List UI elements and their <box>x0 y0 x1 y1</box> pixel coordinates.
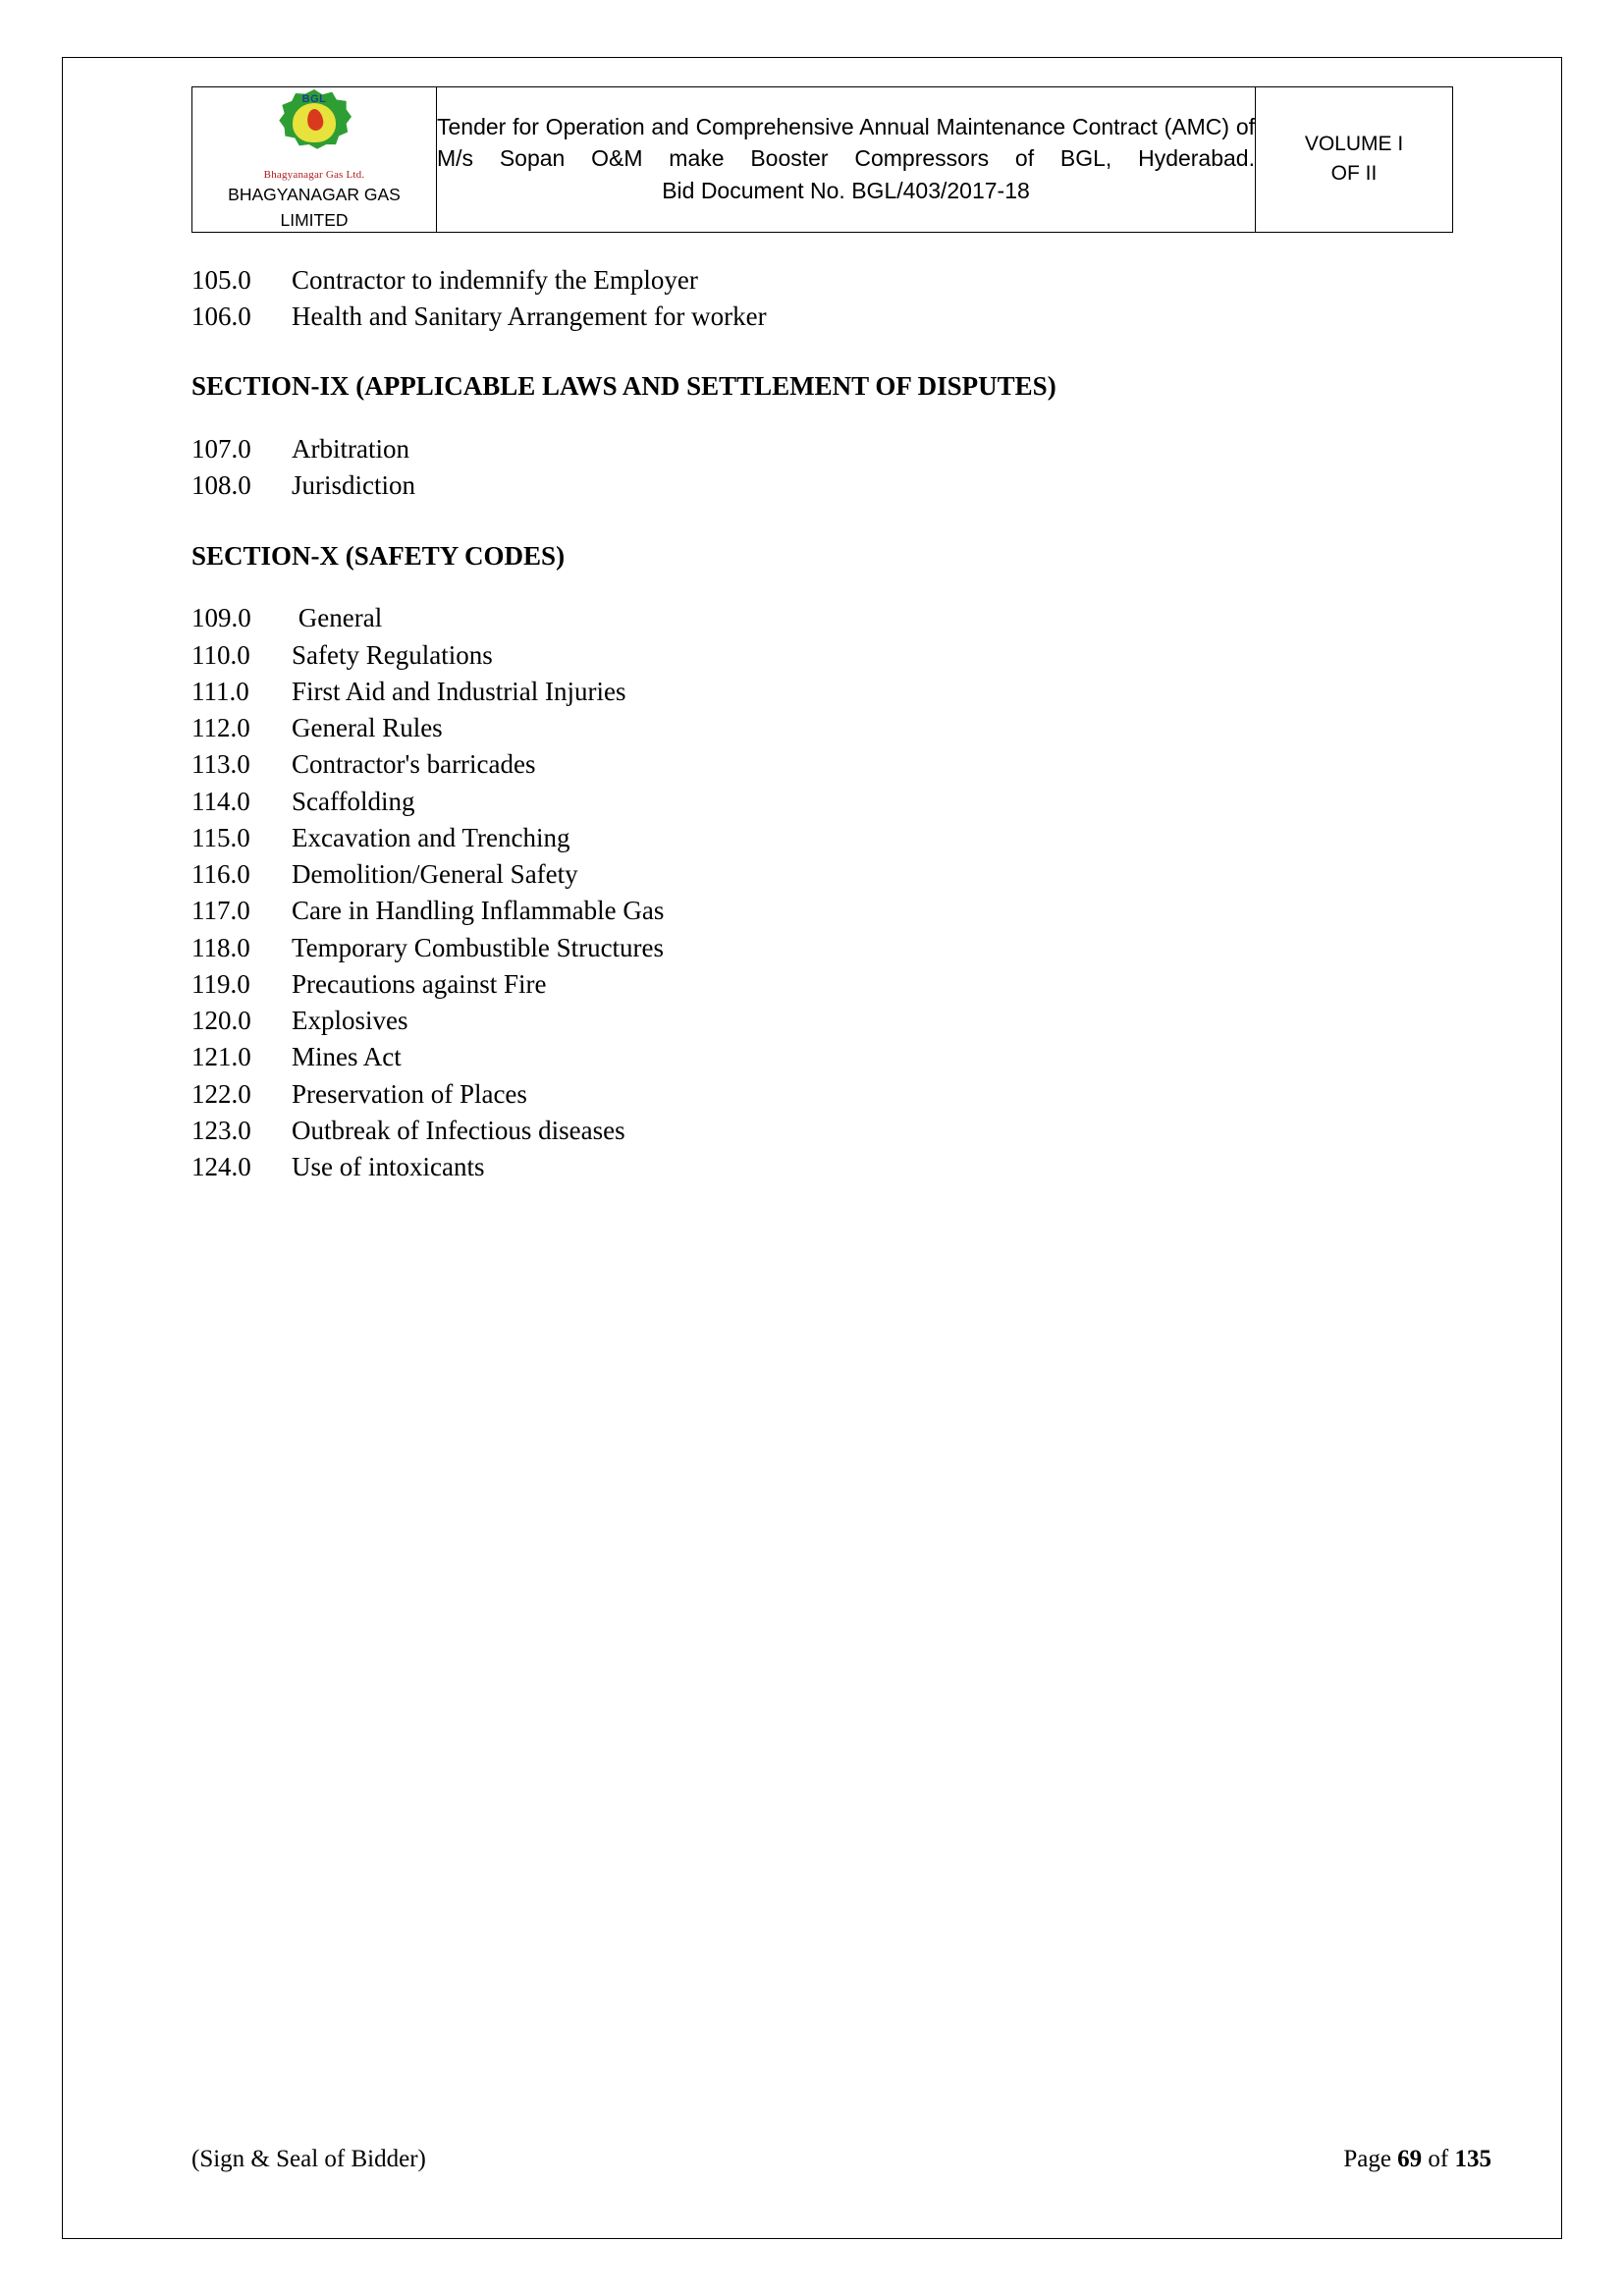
item-number: 116.0 <box>191 859 250 890</box>
section-heading-x: SECTION-X (SAFETY CODES) <box>191 540 566 571</box>
item-number: 118.0 <box>191 932 250 962</box>
item-text: Explosives <box>292 1006 408 1036</box>
list-item <box>191 966 1453 1003</box>
item-number: 121.0 <box>191 1042 251 1072</box>
item-number: 119.0 <box>191 968 250 999</box>
item-text: Precautions against Fire <box>292 968 547 999</box>
list-item <box>191 930 1453 966</box>
list-item <box>191 467 1453 504</box>
header-title: Tender for Operation and Comprehensive Annual Maintenance Contract (AMC) of M/s Sopan O&M make Booster Compressors of BGL, Hyderabad. <box>437 114 1255 171</box>
document-header-table <box>191 86 1453 233</box>
item-number: 120.0 <box>191 1006 251 1036</box>
header-title-cell <box>437 87 1256 233</box>
company-name-line2: LIMITED <box>280 209 349 230</box>
header-volume-cell <box>1256 87 1453 233</box>
section-heading-ix: SECTION-IX (APPLICABLE LAWS AND SETTLEMENT OF DISPUTES) <box>191 371 1056 402</box>
list-item <box>191 1149 1453 1185</box>
item-text: Use of intoxicants <box>292 1152 485 1182</box>
item-number: 105.0 <box>191 264 251 295</box>
item-number: 108.0 <box>191 470 251 501</box>
item-text: Excavation and Trenching <box>292 822 570 852</box>
company-name-line1: BHAGYANAGAR GAS <box>228 185 401 204</box>
section-ix-list <box>191 431 1453 505</box>
header-volume-line2: OF II <box>1330 162 1378 186</box>
item-number: 113.0 <box>191 749 250 780</box>
item-number: 111.0 <box>191 676 249 706</box>
header-logo-cell <box>192 87 437 233</box>
item-text: Contractor's barricades <box>292 749 536 780</box>
page-content <box>191 86 1453 1185</box>
list-item <box>191 431 1453 467</box>
item-text: Care in Handling Inflammable Gas <box>292 896 665 926</box>
footer-sign-seal: (Sign & Seal of Bidder) <box>191 2146 426 2172</box>
logo-wrap <box>192 87 436 232</box>
list-item <box>191 1076 1453 1113</box>
list-item <box>191 1039 1453 1075</box>
document-body <box>191 262 1453 1186</box>
item-text: General Rules <box>292 713 443 743</box>
list-item <box>191 299 1453 335</box>
header-row <box>192 87 1453 233</box>
logo-subtext: Bhagyanagar Gas Ltd. <box>263 169 365 181</box>
item-number: 124.0 <box>191 1152 251 1182</box>
list-item <box>191 262 1453 299</box>
footer-page-number <box>1343 2146 1491 2173</box>
item-text: Temporary Combustible Structures <box>292 932 665 962</box>
item-text: First Aid and Industrial Injuries <box>292 676 626 706</box>
item-text: Demolition/General Safety <box>292 859 578 890</box>
section-x-list <box>191 600 1453 1185</box>
item-number: 117.0 <box>191 896 250 926</box>
list-item <box>191 1003 1453 1039</box>
item-number: 106.0 <box>191 301 251 331</box>
list-item <box>191 746 1453 783</box>
list-item <box>191 710 1453 746</box>
spacer <box>191 406 1453 431</box>
item-text: Contractor to indemnify the Employer <box>292 264 698 295</box>
item-text: Arbitration <box>292 434 409 465</box>
footer-page-label: Page <box>1343 2146 1391 2172</box>
item-text: Health and Sanitary Arrangement for worker <box>292 301 767 331</box>
item-text: General <box>292 603 383 633</box>
footer-of-label: of <box>1428 2146 1449 2172</box>
list-item <box>191 784 1453 820</box>
item-text: Jurisdiction <box>292 470 415 501</box>
item-text: Preservation of Places <box>292 1078 527 1109</box>
footer-current-page: 69 <box>1397 2146 1423 2172</box>
item-number: 107.0 <box>191 434 251 465</box>
header-volume-line1: VOLUME I <box>1304 132 1404 155</box>
list-item <box>191 893 1453 929</box>
item-number: 110.0 <box>191 639 250 670</box>
item-number: 122.0 <box>191 1078 251 1109</box>
item-text: Scaffolding <box>292 786 415 816</box>
item-number: 109.0 <box>191 603 251 633</box>
item-text: Outbreak of Infectious diseases <box>292 1115 625 1145</box>
logo-mark-text: BGL <box>301 93 327 105</box>
list-item <box>191 674 1453 710</box>
bgl-logo-icon <box>272 87 356 166</box>
list-item <box>191 1113 1453 1149</box>
spacer <box>191 574 1453 600</box>
top-items-list <box>191 262 1453 336</box>
page-footer <box>191 2146 1491 2173</box>
list-item <box>191 600 1453 636</box>
item-text: Safety Regulations <box>292 639 493 670</box>
item-text: Mines Act <box>292 1042 402 1072</box>
list-item <box>191 856 1453 893</box>
item-number: 114.0 <box>191 786 250 816</box>
item-number: 112.0 <box>191 713 250 743</box>
header-bid-document-no: Bid Document No. BGL/403/2017-18 <box>662 177 1030 203</box>
item-number: 123.0 <box>191 1115 251 1145</box>
list-item <box>191 820 1453 856</box>
footer-total-pages: 135 <box>1454 2146 1491 2172</box>
list-item <box>191 637 1453 674</box>
item-number: 115.0 <box>191 822 250 852</box>
